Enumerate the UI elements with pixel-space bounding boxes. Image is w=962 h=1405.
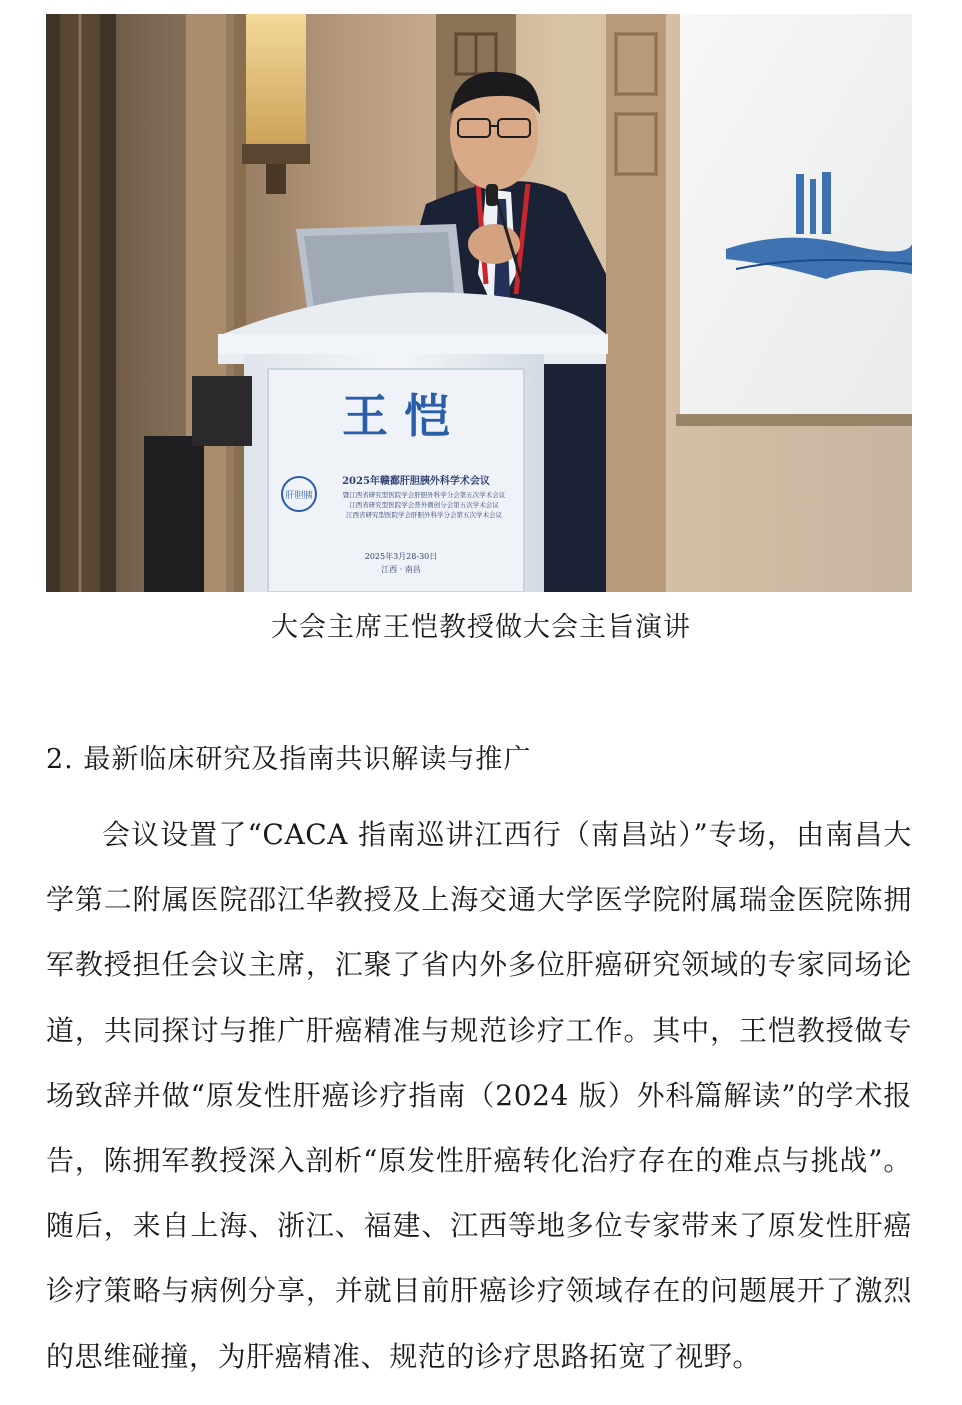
podium-subtitle: 江西省研究型医院学会普外微创分会第五次学术会议 bbox=[349, 501, 499, 509]
podium-logo-text: 肝胆胰 bbox=[285, 491, 313, 501]
section-heading: 2. 最新临床研究及指南共识解读与推广 bbox=[46, 744, 532, 775]
podium-location: 江西 · 南昌 bbox=[381, 565, 421, 574]
podium-subtitle: 暨江西省研究型医院学会肝胆外科学分会第五次学术会议 bbox=[342, 491, 506, 499]
body-paragraph: 会议设置了“CACA 指南巡讲江西行（南昌站）”专场，由南昌大学第二附属医院邵江华教授及上海交通大学医学院附属瑞金医院陈拥军教授担任会议主席，汇聚了省内外多位肝癌研究领域的专家同场论道，共同探讨与推广肝癌精准与规范诊疗工作。其中，王恺教授做专场致辞并做“原发性肝癌诊疗指南（2024 版）外科篇解读”的学术报告，陈拥军教授深入剖析“原发性肝癌转化治疗存在的难点与挑战”。随后，来自上海、浙江、福建、江西等地多位专家带来了原发性肝癌诊疗策略与病例分享，并就目前肝癌诊疗领域存在的问题展开了激烈的思维碰撞，为肝癌精准、规范的诊疗思路拓宽了视野。 bbox=[46, 818, 912, 1373]
podium-event-title: 2025年赣鄱肝胆胰外科学术会议 bbox=[342, 476, 490, 487]
podium-subtitle: 江西省研究型医院学会肝胆外科学分会第五次学术会议 bbox=[346, 511, 502, 519]
conference-photo bbox=[46, 14, 912, 592]
podium-name: 王 恺 bbox=[341, 389, 451, 443]
podium-date: 2025年3月28-30日 bbox=[364, 552, 438, 561]
photo-caption: 大会主席王恺教授做大会主旨演讲 bbox=[271, 612, 691, 643]
speaker-at-podium-image bbox=[46, 14, 912, 592]
